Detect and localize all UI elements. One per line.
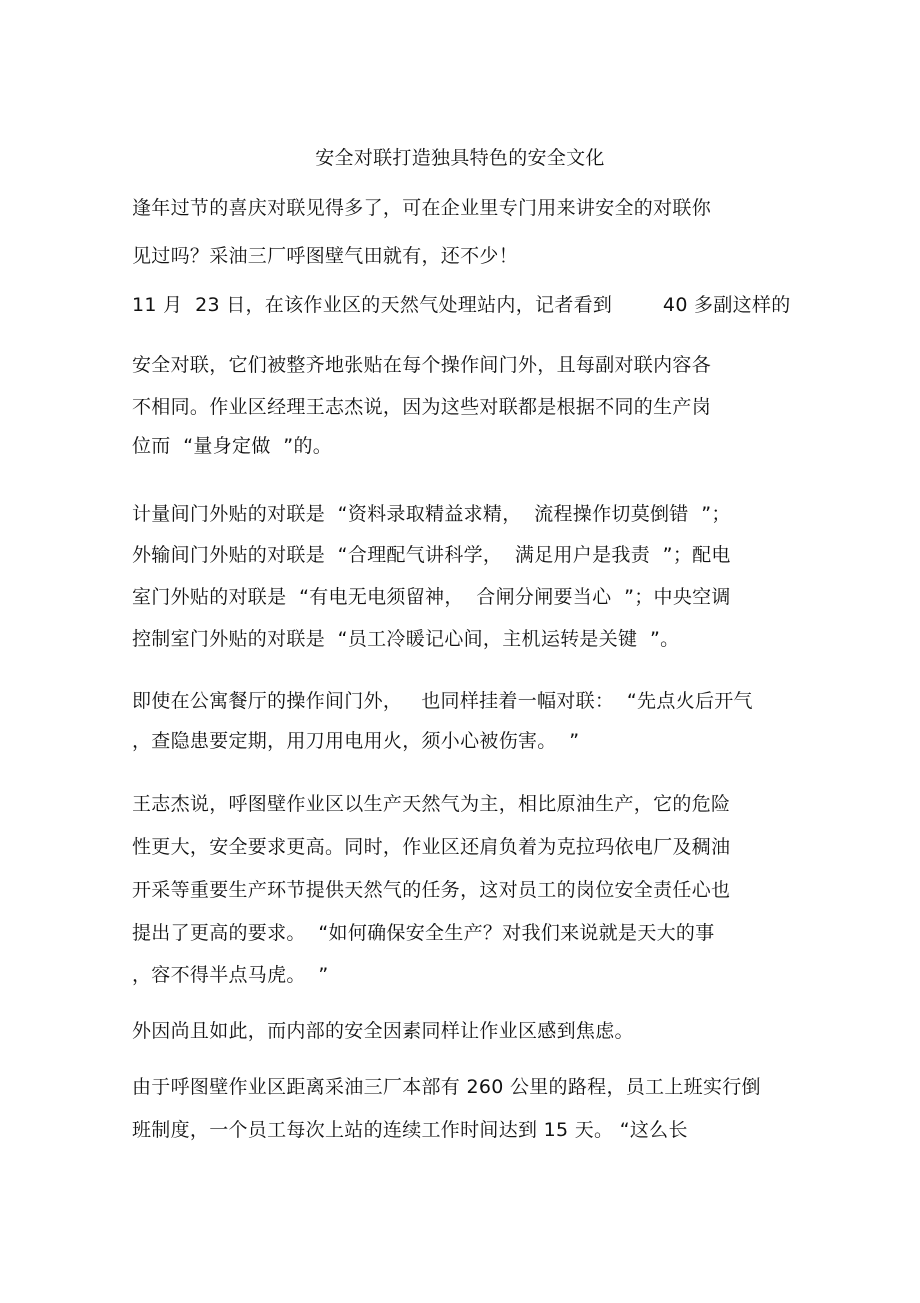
paragraph-line: 安全对联，它们被整齐地张贴在每个操作间门外，且每副对联内容各 (132, 354, 712, 376)
paragraph-line: 班制度，一个员工每次上站的连续工作时间达到 15 天。 “这么长 (132, 1119, 688, 1141)
paragraph-line: 外输间门外贴的对联是 “合理配气讲科学， 满足用户是我责 ”；配电 (132, 544, 731, 566)
paragraph-line: 即使在公寓餐厅的操作间门外， 也同样挂着一幅对联： “先点火后开气 (132, 690, 753, 712)
paragraph-line: 性更大，安全要求更高。同时，作业区还肩负着为克拉玛依电厂及稠油 (132, 836, 731, 858)
paragraph-line: 不相同。作业区经理王志杰说，因为这些对联都是根据不同的生产岗 (132, 396, 712, 418)
paragraph-line: 王志杰说，呼图壁作业区以生产天然气为主，相比原油生产，它的危险 (132, 793, 731, 815)
paragraph-line: ，容不得半点马虎。 ” (132, 964, 329, 986)
paragraph-line: 逢年过节的喜庆对联见得多了，可在企业里专门用来讲安全的对联你 (132, 197, 712, 219)
paragraph-line: 计量间门外贴的对联是 “资料录取精益求精， 流程操作切莫倒错 ”； (132, 503, 731, 525)
paragraph-line: 室门外贴的对联是 “有电无电须留神， 合闸分闸要当心 ”；中央空调 (132, 586, 731, 608)
paragraph-line: 开采等重要生产环节提供天然气的任务，这对员工的岗位安全责任心也 (132, 879, 731, 901)
document-title: 安全对联打造独具特色的安全文化 (315, 147, 605, 169)
paragraph-line: 11 月 23 日，在该作业区的天然气处理站内，记者看到 40 多副这样的 (132, 294, 791, 316)
paragraph-line: 外因尚且如此，而内部的安全因素同样让作业区感到焦虑。 (132, 1020, 634, 1042)
paragraph-line: 控制室门外贴的对联是 “员工冷暖记心间，主机运转是关键 ”。 (132, 628, 680, 650)
paragraph-line: ，查隐患要定期，用刀用电用火，须小心被伤害。 ” (132, 730, 580, 752)
paragraph-line: 见过吗？采油三厂呼图壁气田就有，还不少！ (132, 245, 519, 267)
paragraph-line: 由于呼图壁作业区距离采油三厂本部有 260 公里的路程，员工上班实行倒 (132, 1076, 761, 1098)
paragraph-line: 位而 “量身定做 ”的。 (132, 435, 333, 457)
paragraph-line: 提出了更高的要求。 “如何确保安全生产？对我们来说就是天大的事 (132, 922, 715, 944)
